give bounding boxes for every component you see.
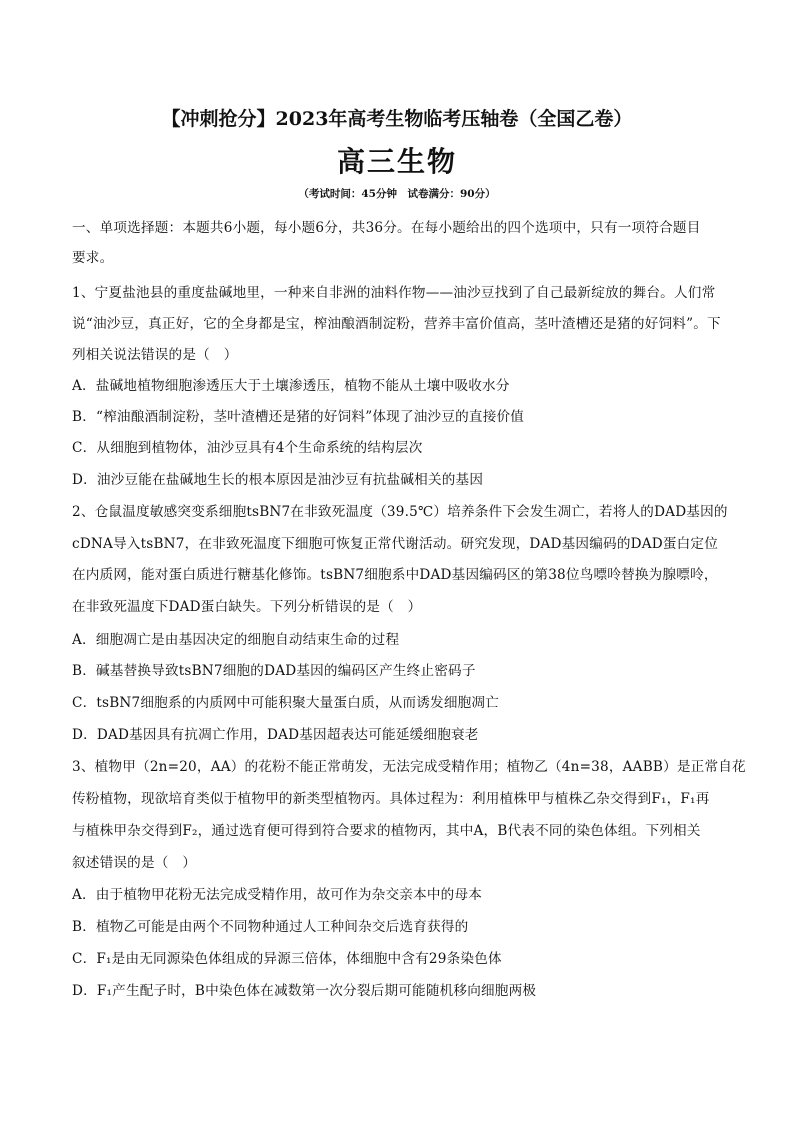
q1-option-b: B．“榨油酿酒制淀粉，茎叶渣槽还是猪的好饲料”体现了油沙豆的直接价值 bbox=[72, 409, 525, 425]
section-instructions-line-2: 要求。 bbox=[72, 250, 114, 266]
q2-option-c: C．tsBN7细胞系的内质网中可能积聚大量蛋白质，从而诱发细胞凋亡 bbox=[72, 695, 500, 711]
q1-stem-line-2: 说“油沙豆，真正好，它的全身都是宝，榨油酿酒制淀粉，营养丰富价值高，茎叶渣槽还是猪的好饲料”。下 bbox=[72, 316, 721, 332]
q3-stem-line-2: 传粉植物，现欲培育类似于植物甲的新类型植物丙。具体过程为：利用植株甲与植株乙杂交得到F₁，F₁再 bbox=[72, 791, 710, 807]
section-instructions-cont bbox=[72, 248, 732, 268]
q3-option-a: A．由于植物甲花粉无法完成受精作用，故可作为杂交亲本中的母本 bbox=[72, 887, 483, 903]
q3-option-b: B．植物乙可能是由两个不同物种通过人工种间杂交后选育获得的 bbox=[72, 919, 469, 935]
q3-stem-line-3: 与植株甲杂交得到F₂，通过选育便可得到符合要求的植物丙，其中A，B代表不同的染色体组。下列相关 bbox=[72, 823, 701, 839]
exam-title: 【冲刺抢分】2023年高考生物临考压轴卷（全国乙卷） bbox=[161, 108, 633, 130]
exam-meta: （考试时间：45分钟 试卷满分：90分） bbox=[298, 188, 496, 200]
q2-stem-line-2: cDNA导入tsBN7，在非致死温度下细胞可恢复正常代谢活动。研究发现，DAD基因编码的DAD蛋白定位 bbox=[72, 536, 718, 552]
q2-option-a: A．细胞凋亡是由基因决定的细胞自动结束生命的过程 bbox=[72, 632, 400, 648]
q1-option-a: A．盐碱地植物细胞渗透压大于土壤渗透压，植物不能从土壤中吸收水分 bbox=[72, 378, 510, 394]
q2-option-d: D．DAD基因具有抗凋亡作用，DAD基因超表达可能延缓细胞衰老 bbox=[72, 727, 479, 743]
q1-stem-line-3: 列相关说法错误的是（ ） bbox=[72, 347, 238, 363]
q2-stem-line-3: 在内质网，能对蛋白质进行糖基化修饰。tsBN7细胞系中DAD基因编码区的第38位鸟嘌呤替换为腺嘌呤， bbox=[72, 567, 718, 583]
q3-option-c: C．F₁是由无同源染色体组成的异源三倍体，体细胞中含有29条染色体 bbox=[72, 951, 502, 967]
section-instructions-line-1: 一、单项选择题：本题共6小题，每小题6分，共36分。在每小题给出的四个选项中，只有一项符合题目 bbox=[72, 220, 701, 236]
q2-stem-line-1: 2、仓鼠温度敏感突变系细胞tsBN7在非致死温度（39.5℃）培养条件下会发生凋亡，若将人的DAD基因的 bbox=[72, 504, 728, 520]
q2-option-b: B．碱基替换导致tsBN7细胞的DAD基因的编码区产生终止密码子 bbox=[72, 663, 476, 679]
subject-heading: 高三生物 bbox=[336, 145, 457, 178]
q3-option-d: D．F₁产生配子时，B中染色体在减数第一次分裂后期可能随机移向细胞两极 bbox=[72, 983, 537, 999]
q1-option-c: C．从细胞到植物体，油沙豆具有4个生命系统的结构层次 bbox=[72, 440, 423, 456]
section-instructions bbox=[72, 218, 732, 238]
q1-option-d: D．油沙豆能在盐碱地生长的根本原因是油沙豆有抗盐碱相关的基因 bbox=[72, 472, 484, 488]
q3-stem-line-1: 3、植物甲（2n=20，AA）的花粉不能正常萌发，无法完成受精作用；植物乙（4n=38，AABB）是正常自花 bbox=[72, 759, 746, 775]
q1-stem-line-1: 1、宁夏盐池县的重度盐碱地里，一种来自非洲的油料作物——油沙豆找到了自己最新绽放的舞台。人们常 bbox=[72, 285, 716, 301]
q2-stem-line-4: 在非致死温度下DAD蛋白缺失。下列分析错误的是（ ） bbox=[72, 599, 422, 615]
q3-stem-line-4: 叙述错误的是（ ） bbox=[72, 855, 197, 871]
